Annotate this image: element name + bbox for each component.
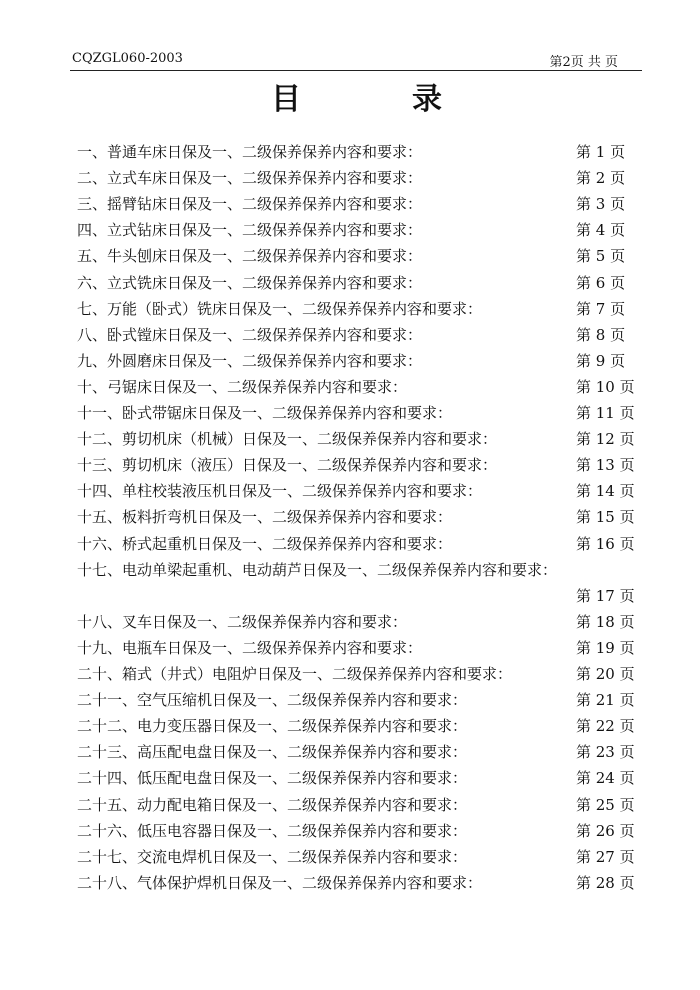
- toc-entry-title: 一、普通车床日保及一、二级保养保养内容和要求：: [77, 143, 423, 161]
- toc-entry-page: 第 11 页: [576, 404, 635, 422]
- toc-entry: [0, 193, 700, 217]
- toc-entry-page: 第 10 页: [576, 377, 635, 396]
- toc-entry: [0, 245, 700, 269]
- page-number-info: 第2页 共 页: [549, 55, 618, 70]
- toc-entry-page: 第 1 页: [576, 143, 626, 161]
- toc-entry-title: 十、弓锯床日保及一、二级保养保养内容和要求：: [77, 377, 408, 396]
- toc-entry-page: 第 18 页: [576, 612, 635, 631]
- toc-entry: [0, 767, 700, 791]
- toc-entry-title: 二、立式车床日保及一、二级保养保养内容和要求：: [77, 169, 423, 188]
- toc-entry-title: 十二、剪切机床（机械）日保及一、二级保养保养内容和要求：: [77, 430, 498, 449]
- toc-entry-page: 第 15 页: [576, 508, 635, 527]
- toc-entry: [0, 689, 700, 713]
- toc-entry-page: 第 5 页: [576, 247, 626, 266]
- toc-entry: [0, 167, 700, 191]
- toc-entry-page: 第 22 页: [576, 717, 635, 736]
- toc-entry: [0, 454, 700, 478]
- toc-entry-title: 八、卧式镗床日保及一、二级保养保养内容和要求：: [77, 325, 423, 344]
- toc-entry: [0, 350, 700, 374]
- toc-entry-page: 第 4 页: [576, 221, 626, 240]
- toc-entry: [0, 480, 700, 504]
- toc-entry-title: 九、外圆磨床日保及一、二级保养保养内容和要求：: [77, 351, 423, 370]
- toc-entry: [0, 533, 700, 557]
- toc-entry-page: 第 12 页: [576, 430, 635, 449]
- toc-entry: [0, 820, 700, 844]
- toc-entry: [0, 846, 700, 870]
- toc-entry-page: 第 6 页: [576, 273, 626, 292]
- toc-entry-page: 第 14 页: [576, 482, 635, 501]
- toc-entry-page: 第 19 页: [576, 638, 635, 657]
- toc-entry-page: 第 8 页: [576, 325, 626, 344]
- toc-entry-title: 二十五、动力配电箱日保及一、二级保养保养内容和要求：: [77, 795, 468, 814]
- toc-entry-title: 十五、板料折弯机日保及一、二级保养保养内容和要求：: [77, 508, 453, 527]
- toc-entry-title: 十八、叉车日保及一、二级保养保养内容和要求：: [77, 612, 408, 631]
- toc-entry-page: 第 20 页: [576, 665, 635, 683]
- toc-entry-title: 十三、剪切机床（液压）日保及一、二级保养保养内容和要求：: [77, 456, 498, 475]
- toc-entry: [0, 219, 700, 243]
- toc-entry: [0, 428, 700, 452]
- toc-entry: [0, 872, 700, 896]
- toc-entry-title: 二十三、高压配电盘日保及一、二级保养保养内容和要求：: [77, 743, 468, 762]
- toc-entry-page: 第 25 页: [576, 795, 635, 814]
- toc-entry-title: 十九、电瓶车日保及一、二级保养保养内容和要求：: [77, 638, 423, 657]
- toc-entry: [0, 272, 700, 296]
- toc-entry-page: 第 27 页: [576, 847, 635, 866]
- toc-entry-title: 二十八、气体保护焊机日保及一、二级保养保养内容和要求：: [77, 873, 483, 892]
- toc-entry-page: 第 28 页: [576, 873, 635, 892]
- toc-entry-title: 二十四、低压配电盘日保及一、二级保养保养内容和要求：: [77, 769, 468, 788]
- toc-entry-page: 第 24 页: [576, 769, 635, 788]
- toc-entry-page: 第 9 页: [576, 351, 626, 370]
- toc-entry: [0, 141, 700, 165]
- toc-entry-page: 第 7 页: [576, 299, 626, 318]
- toc-entry: [0, 298, 700, 322]
- document-id: CQZGL060-2003: [72, 51, 183, 66]
- toc-entry-title: 七、万能（卧式）铣床日保及一、二级保养保养内容和要求：: [77, 299, 483, 318]
- toc-entry-page: 第 21 页: [576, 691, 635, 710]
- toc-entry: [0, 637, 700, 661]
- toc-entry-title: 十七、电动单梁起重机、电动葫芦日保及一、二级保养保养内容和要求：: [77, 560, 558, 579]
- toc-entry: [0, 794, 700, 818]
- toc-entry-page: 第 13 页: [576, 456, 635, 475]
- toc-entry: [0, 715, 700, 739]
- toc-entry-page: 第 3 页: [576, 195, 626, 214]
- toc-entry: [0, 506, 700, 530]
- toc-entry: [0, 402, 700, 426]
- toc-entry-title: 十一、卧式带锯床日保及一、二级保养保养内容和要求：: [77, 404, 453, 422]
- toc-entry: [0, 559, 700, 583]
- toc-entry-page: 第 2 页: [576, 169, 626, 188]
- toc-entry: [0, 585, 700, 609]
- toc-entry-page: 第 26 页: [576, 821, 635, 840]
- toc-entry: [0, 611, 700, 635]
- title-char-2: 录: [412, 82, 443, 117]
- title-char-1: 目: [271, 82, 302, 117]
- toc-entry-title: 二十六、低压电容器日保及一、二级保养保养内容和要求：: [77, 821, 468, 840]
- toc-entry-title: 三、摇臂钻床日保及一、二级保养保养内容和要求：: [77, 195, 423, 214]
- toc-entry-title: 十六、桥式起重机日保及一、二级保养保养内容和要求：: [77, 534, 453, 553]
- toc-entry-title: 六、立式铣床日保及一、二级保养保养内容和要求：: [77, 273, 423, 292]
- toc-entry-title: 二十七、交流电焊机日保及一、二级保养保养内容和要求：: [77, 847, 468, 866]
- toc-entry-title: 四、立式钻床日保及一、二级保养保养内容和要求：: [77, 221, 423, 240]
- toc-entry-title: 二十一、空气压缩机日保及一、二级保养保养内容和要求：: [77, 691, 468, 710]
- toc-entry-title: 十四、单柱校装液压机日保及一、二级保养保养内容和要求：: [77, 482, 483, 501]
- toc-entry: [0, 741, 700, 765]
- toc-entry-title: 五、牛头刨床日保及一、二级保养保养内容和要求：: [77, 247, 423, 266]
- toc-entry-page: 第 16 页: [576, 534, 635, 553]
- toc-entry-page: 第 17 页: [576, 586, 635, 605]
- toc-entry: [0, 663, 700, 687]
- toc-entry: [0, 324, 700, 348]
- toc-entry-title: 二十二、电力变压器日保及一、二级保养保养内容和要求：: [77, 717, 468, 736]
- toc-entry-title: 二十、箱式（井式）电阻炉日保及一、二级保养保养内容和要求：: [77, 665, 513, 683]
- toc-entry: [0, 376, 700, 400]
- toc-entry-page: 第 23 页: [576, 743, 635, 762]
